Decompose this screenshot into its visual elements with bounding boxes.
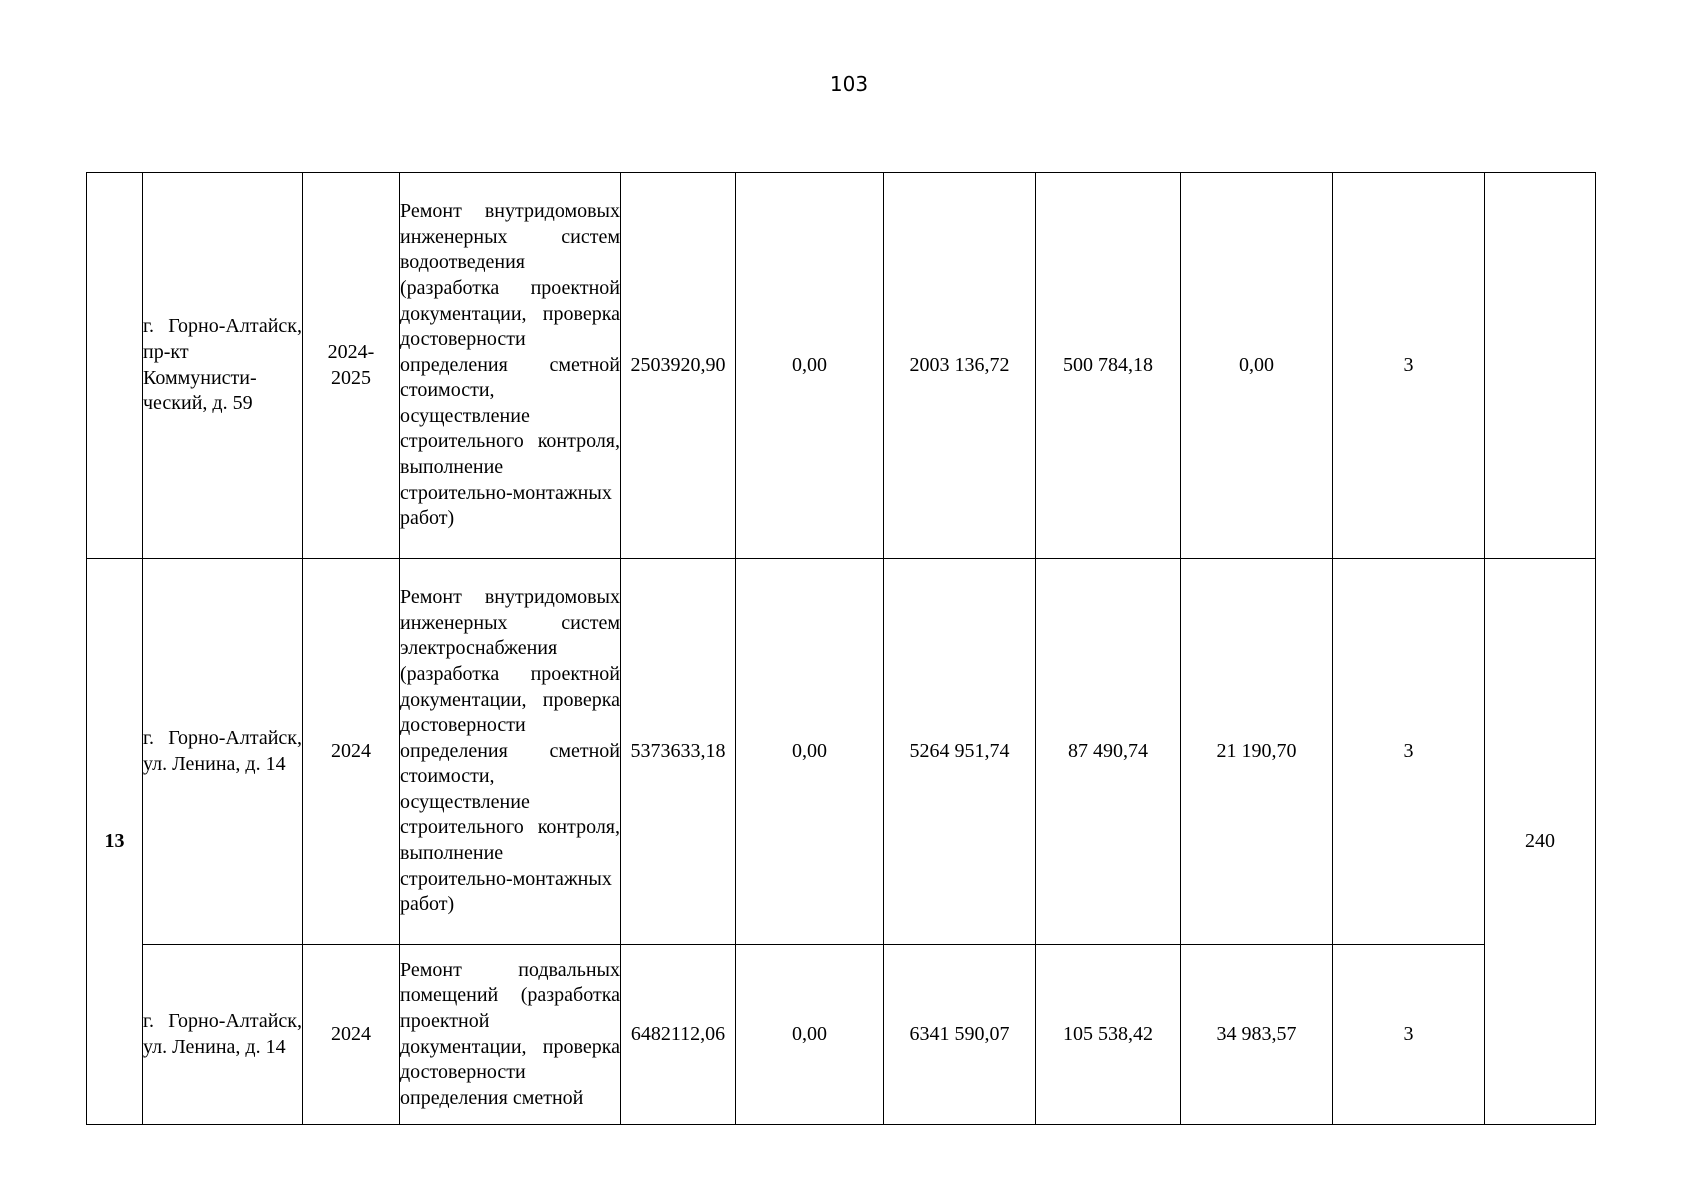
years-cell: 2024-2025: [303, 173, 400, 559]
cost-col6-cell: 2003 136,72: [884, 173, 1036, 559]
work-description-cell: Ремонт подвальных помещений (разработка проектной документации, проверка достоверности определения сметной: [400, 945, 621, 1125]
col9-cell: 3: [1333, 945, 1485, 1125]
work-description-cell: Ремонт внутридомовых инженерных систем электроснабжения (разработка проектной документации, проверка достоверности определения сметной стоимости, осуществление строительного контроля, выполнение строительно-монтажных работ): [400, 559, 621, 945]
table-row: [87, 945, 1596, 1125]
cost-col8-cell: 0,00: [1181, 173, 1333, 559]
address-cell: г. Горно-Алтайск, ул. Ленина, д. 14: [143, 945, 303, 1125]
cost-col7-cell: 105 538,42: [1036, 945, 1181, 1125]
cost-col8-cell: 34 983,57: [1181, 945, 1333, 1125]
cost-col7-cell: 500 784,18: [1036, 173, 1181, 559]
total-cost-cell: 6482112,06: [621, 945, 736, 1125]
page-number: 103: [829, 72, 869, 96]
total-cost-cell: 5373633,18: [621, 559, 736, 945]
cost-col5-cell: 0,00: [736, 559, 884, 945]
cost-col5-cell: 0,00: [736, 173, 884, 559]
years-cell: 2024: [303, 559, 400, 945]
total-cost-cell: 2503920,90: [621, 173, 736, 559]
col9-cell: 3: [1333, 173, 1485, 559]
cost-col6-cell: 6341 590,07: [884, 945, 1036, 1125]
work-description-cell: Ремонт внутридомовых инженерных систем водоотведения (разработка проектной документации, проверка достоверности определения сметной стоимости, осуществление строительного контроля, выполнение строительно-монтажных работ): [400, 173, 621, 559]
cost-col7-cell: 87 490,74: [1036, 559, 1181, 945]
table-row: [87, 559, 1596, 945]
table-row: [87, 173, 1596, 559]
cost-col6-cell: 5264 951,74: [884, 559, 1036, 945]
group-number-cell: 13: [87, 559, 143, 1125]
address-cell: г. Горно-Алтайск, ул. Ленина, д. 14: [143, 559, 303, 945]
group-total-cell: 240: [1485, 559, 1596, 1125]
address-cell: г. Горно-Алтайск, пр-кт Коммунисти-ческий, д. 59: [143, 173, 303, 559]
repair-program-table: [86, 172, 1596, 1125]
years-cell: 2024: [303, 945, 400, 1125]
cost-col5-cell: 0,00: [736, 945, 884, 1125]
col9-cell: 3: [1333, 559, 1485, 945]
cost-col8-cell: 21 190,70: [1181, 559, 1333, 945]
group-number-cell-empty: [87, 173, 143, 559]
group-total-cell-empty: [1485, 173, 1596, 559]
